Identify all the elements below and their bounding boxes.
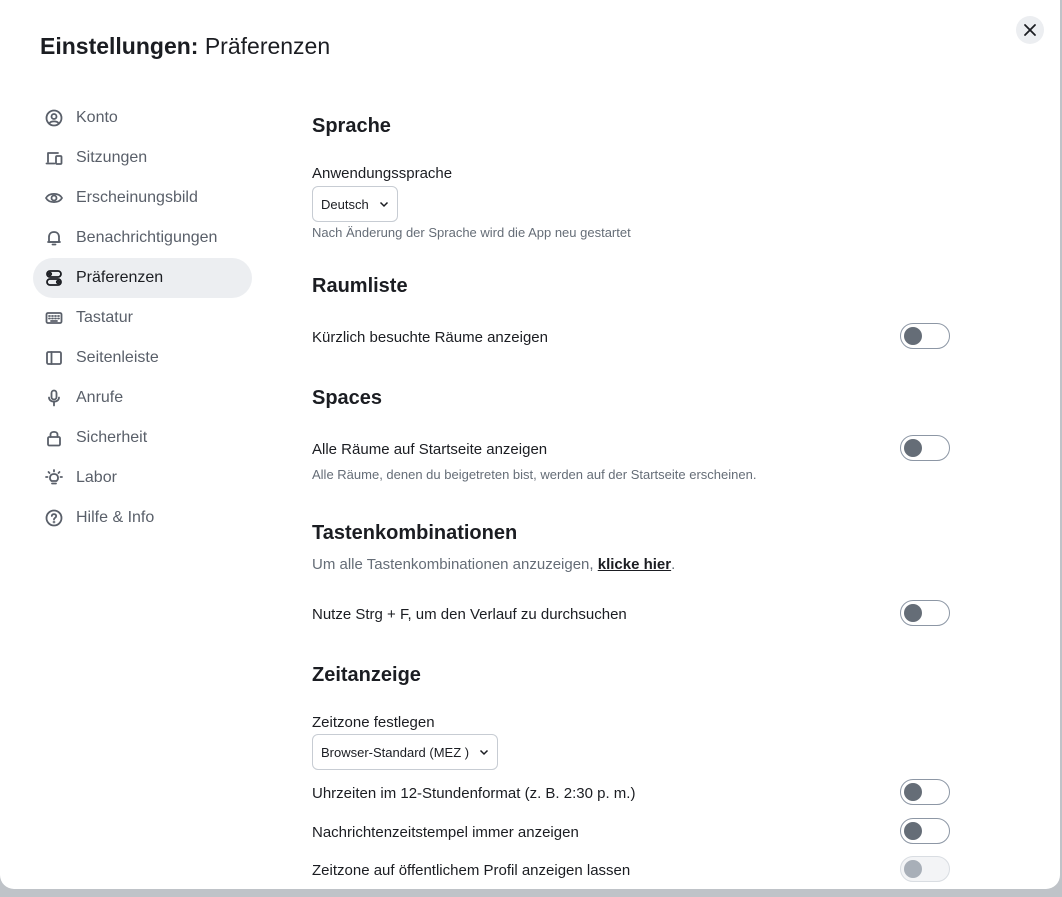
recent-rooms-toggle[interactable] bbox=[900, 323, 950, 349]
sidebar-item-erscheinungsbild[interactable] bbox=[33, 178, 252, 218]
sidebar-item-label: Konto bbox=[76, 109, 118, 126]
shortcuts-link[interactable]: klicke hier bbox=[597, 556, 672, 573]
sidebar-item-tastatur[interactable] bbox=[33, 298, 252, 338]
sidebar-icon bbox=[45, 349, 63, 367]
always-timestamps-toggle[interactable] bbox=[900, 818, 950, 844]
sidebar-item-seitenleiste[interactable] bbox=[33, 338, 252, 378]
sidebar-item-label: Benachrichtigungen bbox=[76, 229, 218, 246]
shortcuts-description: Um alle Tastenkombinationen anzuzeigen, klicke hier. bbox=[312, 556, 676, 573]
toggle-knob bbox=[904, 783, 922, 801]
sidebar-item-praeferenzen[interactable] bbox=[33, 258, 252, 298]
sidebar-item-hilfe[interactable] bbox=[33, 498, 252, 538]
sidebar-item-konto[interactable] bbox=[33, 98, 252, 138]
sidebar-item-label: Seitenleiste bbox=[76, 349, 159, 366]
devices-icon bbox=[45, 149, 63, 167]
lightbulb-icon bbox=[45, 469, 63, 487]
toggle-knob bbox=[904, 860, 922, 878]
help-icon bbox=[45, 509, 63, 527]
section-heading-sprache: Sprache bbox=[312, 115, 391, 137]
chevron-down-icon bbox=[479, 747, 489, 757]
public-timezone-toggle[interactable] bbox=[900, 856, 950, 882]
section-heading-raumliste: Raumliste bbox=[312, 275, 408, 297]
sidebar-item-label: Hilfe & Info bbox=[76, 509, 155, 526]
eye-icon bbox=[45, 189, 63, 207]
sidebar-item-label: Anrufe bbox=[76, 389, 124, 406]
sidebar-item-label: Erscheinungsbild bbox=[76, 189, 198, 206]
timezone-label: Zeitzone festlegen bbox=[312, 714, 435, 731]
recent-rooms-label: Kürzlich besuchte Räume anzeigen bbox=[312, 329, 548, 346]
lock-icon bbox=[45, 429, 63, 447]
all-rooms-hint: Alle Räume, denen du beigetreten bist, werden auf der Startseite erscheinen. bbox=[312, 467, 757, 482]
account-icon bbox=[45, 109, 63, 127]
bell-icon bbox=[45, 229, 63, 247]
close-icon bbox=[1023, 23, 1037, 37]
sidebar-item-label: Labor bbox=[76, 469, 117, 486]
select-value: Browser-Standard (MEZ ) bbox=[321, 744, 470, 760]
preferences-icon bbox=[45, 269, 63, 287]
all-rooms-home-toggle[interactable] bbox=[900, 435, 950, 461]
section-heading-spaces: Spaces bbox=[312, 387, 383, 409]
close-button[interactable] bbox=[1016, 16, 1044, 44]
sidebar-item-label: Tastatur bbox=[76, 309, 133, 326]
microphone-icon bbox=[45, 389, 63, 407]
toggle-knob bbox=[904, 439, 922, 457]
keyboard-icon bbox=[45, 309, 63, 327]
language-hint: Nach Änderung der Sprache wird die App neu gestartet bbox=[312, 225, 631, 240]
sidebar-item-sicherheit[interactable] bbox=[33, 418, 252, 458]
sidebar-item-anrufe[interactable] bbox=[33, 378, 252, 418]
section-heading-tastenkombinationen: Tastenkombinationen bbox=[312, 522, 518, 544]
toggle-knob bbox=[904, 604, 922, 622]
sidebar-item-label: Sicherheit bbox=[76, 429, 148, 446]
app-language-label: Anwendungssprache bbox=[312, 165, 453, 182]
sidebar-item-labor[interactable] bbox=[33, 458, 252, 498]
public-timezone-label: Zeitzone auf öffentlichem Profil anzeigen lassen bbox=[312, 862, 631, 879]
chevron-down-icon bbox=[379, 199, 389, 209]
ctrl-f-search-toggle[interactable] bbox=[900, 600, 950, 626]
toggle-knob bbox=[904, 327, 922, 345]
always-timestamps-label: Nachrichtenzeitstempel immer anzeigen bbox=[312, 824, 579, 841]
timezone-select[interactable] bbox=[312, 734, 498, 770]
select-value: Deutsch bbox=[321, 196, 369, 212]
settings-sidebar bbox=[33, 98, 252, 538]
sidebar-item-label: Präferenzen bbox=[76, 269, 164, 286]
dialog-title: Einstellungen: Präferenzen bbox=[40, 33, 331, 59]
twelve-hour-toggle[interactable] bbox=[900, 779, 950, 805]
app-language-select[interactable] bbox=[312, 186, 398, 222]
sidebar-item-label: Sitzungen bbox=[76, 149, 148, 166]
sidebar-item-sitzungen[interactable] bbox=[33, 138, 252, 178]
toggle-knob bbox=[904, 822, 922, 840]
section-heading-zeitanzeige: Zeitanzeige bbox=[312, 664, 421, 686]
twelve-hour-label: Uhrzeiten im 12-Stundenformat (z. B. 2:30 p. m.) bbox=[312, 785, 636, 802]
all-rooms-home-label: Alle Räume auf Startseite anzeigen bbox=[312, 441, 548, 458]
ctrl-f-search-label: Nutze Strg + F, um den Verlauf zu durchsuchen bbox=[312, 606, 627, 623]
sidebar-item-benachrichtigungen[interactable] bbox=[33, 218, 252, 258]
